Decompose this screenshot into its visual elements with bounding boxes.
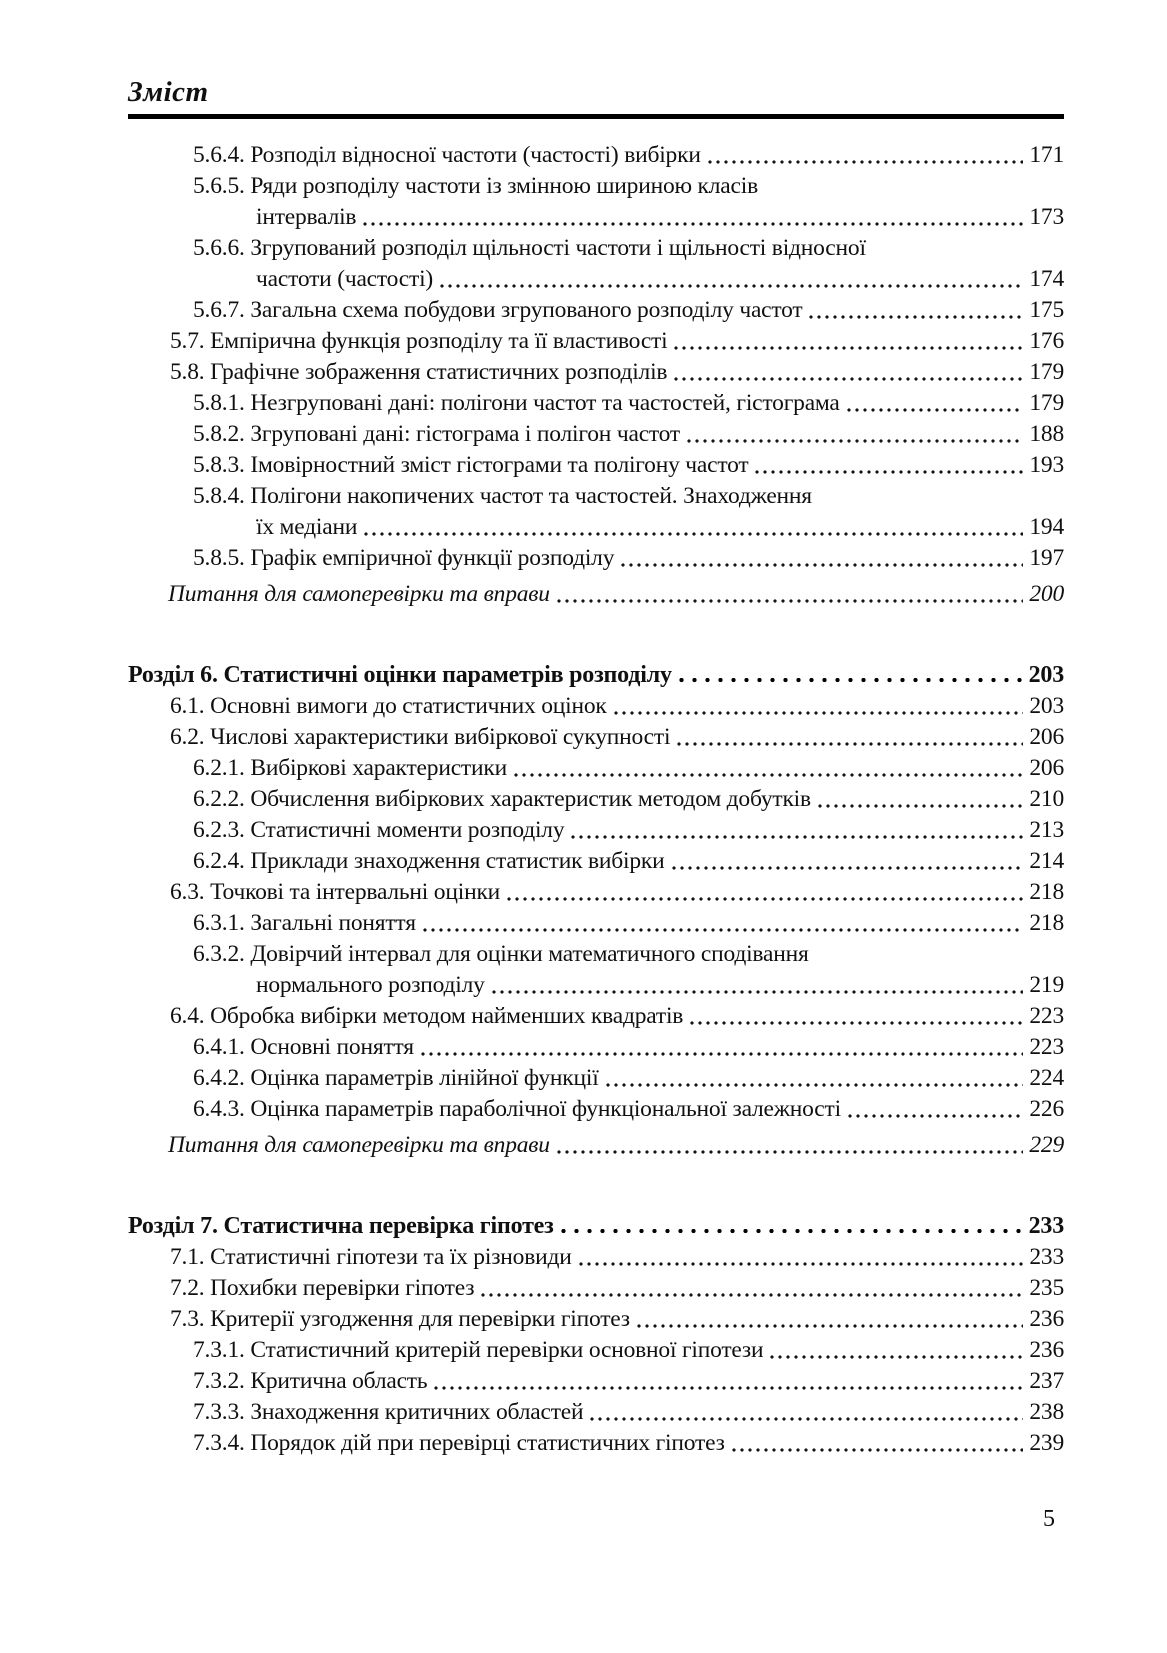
toc-entry (128, 1428, 1064, 1459)
toc-entry (128, 815, 1064, 846)
toc-entry-text: 5.8.3. Імовірностний зміст гістограми та полігону частот (193, 452, 749, 478)
toc-entry-text: 5.6.4. Розподіл відносної частоти (частості) вибірки (193, 142, 701, 168)
toc-page-number: 229 (1029, 1132, 1064, 1158)
toc-entry-continuation (128, 970, 1064, 1001)
toc-entry (128, 1397, 1064, 1428)
toc-entry-text: інтервалів (256, 204, 357, 230)
toc-entry (128, 171, 1064, 202)
toc-entry-continuation (128, 512, 1064, 543)
dot-leader (356, 202, 1026, 233)
dot-leader (811, 784, 1026, 815)
toc-page-number: 179 (1029, 359, 1064, 385)
toc-page-number: 237 (1029, 1368, 1064, 1394)
dot-leader (802, 295, 1026, 326)
toc-entry (128, 877, 1064, 908)
toc-entry (128, 784, 1064, 815)
toc-page-number: 206 (1029, 724, 1064, 750)
toc-entry (128, 691, 1064, 722)
toc-entry (128, 295, 1064, 326)
toc-entry-text: 7.2. Похибки перевірки гіпотез (170, 1275, 475, 1301)
toc-entry (128, 846, 1064, 877)
dot-leader (840, 388, 1027, 419)
toc-page-number: 171 (1029, 142, 1064, 168)
dot-leader (672, 660, 1026, 691)
toc-page-number: 218 (1029, 910, 1064, 936)
toc-page-number: 206 (1029, 755, 1064, 781)
toc-entry (128, 1366, 1064, 1397)
toc-entry-text: 6.3. Точкові та інтервальні оцінки (170, 879, 501, 905)
dot-leader (667, 326, 1026, 357)
dot-leader (433, 264, 1026, 295)
dot-leader (507, 753, 1026, 784)
toc-entry-text: 7.3.1. Статистичний критерій перевірки основної гіпотези (193, 1337, 764, 1363)
toc-page-number: 193 (1029, 452, 1064, 478)
toc-entry-text: 6.2.4. Приклади знаходження статистик вибірки (193, 848, 665, 874)
toc-entry-text: 7.3.4. Порядок дій при перевірці статистичних гіпотез (193, 1430, 725, 1456)
toc-page-number: 238 (1029, 1399, 1064, 1425)
toc-entry-text: 6.4.3. Оцінка параметрів параболічної функціональної залежності (193, 1096, 841, 1122)
toc-entry (128, 579, 1064, 610)
toc-page-number: 174 (1029, 266, 1064, 292)
toc-entry (128, 1335, 1064, 1366)
toc-entry-text: 5.6.6. Згрупований розподіл щільності частоти і щільності відносної (193, 235, 866, 261)
dot-leader (667, 357, 1026, 388)
toc-page-number: 203 (1028, 662, 1064, 688)
toc-entry (128, 939, 1064, 970)
dot-leader (572, 1242, 1027, 1273)
toc-page-number: 197 (1029, 545, 1064, 571)
toc-entry (128, 1094, 1064, 1125)
toc-entry-text: 6.3.2. Довірчий інтервал для оцінки математичного сподівання (193, 941, 809, 967)
toc-entry-text: 7.3.2. Критична область (193, 1368, 428, 1394)
toc-entry (128, 1063, 1064, 1094)
toc-page-number: 223 (1029, 1034, 1064, 1060)
toc-page-number: 236 (1029, 1306, 1064, 1332)
toc-entry (128, 1242, 1064, 1273)
dot-leader (427, 1366, 1026, 1397)
toc-entry-continuation (128, 264, 1064, 295)
dot-leader (564, 815, 1026, 846)
toc-entry (128, 1211, 1064, 1242)
toc-page-number: 214 (1029, 848, 1064, 874)
dot-leader (583, 1397, 1026, 1428)
dot-leader (357, 512, 1026, 543)
dot-leader (550, 579, 1027, 610)
dot-leader (683, 1001, 1026, 1032)
toc-page-number: 235 (1029, 1275, 1064, 1301)
toc-entry (128, 543, 1064, 574)
toc-entry-text: 6.2.3. Статистичні моменти розподілу (193, 817, 565, 843)
table-of-contents (128, 140, 1064, 1459)
dot-leader (680, 419, 1026, 450)
toc-entry (128, 1032, 1064, 1063)
toc-page-number: 173 (1029, 204, 1064, 230)
dot-leader (416, 908, 1027, 939)
toc-entry-text: 6.2.1. Вибіркові характеристики (193, 755, 507, 781)
toc-entry-text: 6.4.1. Основні поняття (193, 1034, 414, 1060)
toc-page-number: 210 (1029, 786, 1064, 812)
dot-leader (414, 1032, 1026, 1063)
toc-entry-text: 5.8. Графічне зображення статистичних розподілів (170, 359, 668, 385)
toc-entry-text: Питання для самоперевірки та вправи (168, 581, 550, 607)
toc-entry (128, 660, 1064, 691)
toc-entry (128, 753, 1064, 784)
toc-entry-text: 6.4.2. Оцінка параметрів лінійної функції (193, 1065, 599, 1091)
toc-entry (128, 357, 1064, 388)
dot-leader (554, 1211, 1026, 1242)
toc-entry-text: 5.8.4. Полігони накопичених частот та частостей. Знаходження (193, 483, 812, 509)
toc-entry (128, 388, 1064, 419)
toc-page-number: 203 (1029, 693, 1064, 719)
dot-leader (550, 1130, 1027, 1161)
toc-entry-continuation (128, 202, 1064, 233)
toc-page-number: 188 (1029, 421, 1064, 447)
toc-entry (128, 326, 1064, 357)
toc-entry-text: частоти (частості) (256, 266, 434, 292)
footer-page-number: 5 (1043, 1506, 1055, 1532)
toc-page-number: 223 (1029, 1003, 1064, 1029)
dot-leader (725, 1428, 1027, 1459)
toc-page-number: 226 (1029, 1096, 1064, 1122)
toc-page-number: 194 (1029, 514, 1064, 540)
toc-entry (128, 233, 1064, 264)
toc-entry-text: 6.1. Основні вимоги до статистичних оцінок (170, 693, 607, 719)
toc-entry (128, 908, 1064, 939)
toc-entry-text: Розділ 6. Статистичні оцінки параметрів розподілу (128, 662, 672, 688)
toc-page-number: 213 (1029, 817, 1064, 843)
toc-entry-text: 5.6.7. Загальна схема побудови згрупованого розподілу частот (193, 297, 803, 323)
toc-page-number: 219 (1029, 972, 1064, 998)
toc-entry (128, 1130, 1064, 1161)
toc-entry-text: 5.8.1. Незгруповані дані: полігони частот та частостей, гістограма (193, 390, 840, 416)
dot-leader (670, 722, 1026, 753)
toc-entry-text: 5.8.5. Графік емпіричної функції розподілу (193, 545, 615, 571)
dot-leader (763, 1335, 1026, 1366)
toc-entry (128, 419, 1064, 450)
toc-entry (128, 140, 1064, 171)
toc-page-number: 233 (1029, 1244, 1064, 1270)
page-content (128, 76, 1064, 1459)
toc-page-number: 233 (1028, 1213, 1064, 1239)
toc-entry (128, 722, 1064, 753)
toc-page-number: 236 (1029, 1337, 1064, 1363)
dot-leader (841, 1094, 1026, 1125)
toc-entry-text: 6.2.2. Обчислення вибіркових характеристик методом добутків (193, 786, 811, 812)
dot-leader (474, 1273, 1026, 1304)
toc-entry (128, 1001, 1064, 1032)
dot-leader (748, 450, 1026, 481)
toc-page-number: 179 (1029, 390, 1064, 416)
toc-entry (128, 481, 1064, 512)
toc-entry-text: 5.8.2. Згруповані дані: гістограма і полігон частот (193, 421, 680, 447)
toc-entry-text: Розділ 7. Статистична перевірка гіпотез (128, 1213, 554, 1239)
dot-leader (607, 691, 1027, 722)
page-title: Зміст (128, 76, 209, 108)
dot-leader (500, 877, 1026, 908)
toc-entry-text: Питання для самоперевірки та вправи (168, 1132, 550, 1158)
toc-entry-text: нормального розподілу (256, 972, 485, 998)
toc-page-number: 224 (1029, 1065, 1064, 1091)
toc-entry-text: 7.3.3. Знаходження критичних областей (193, 1399, 584, 1425)
dot-leader (614, 543, 1026, 574)
toc-entry-text: 7.1. Статистичні гіпотези та їх різновиди (170, 1244, 572, 1270)
toc-entry (128, 1273, 1064, 1304)
toc-entry-text: 6.4. Обробка вибірки методом найменших квадратів (170, 1003, 684, 1029)
dot-leader (630, 1304, 1026, 1335)
toc-entry-text: 6.2. Числові характеристики вибіркової сукупності (170, 724, 671, 750)
toc-page-number: 218 (1029, 879, 1064, 905)
toc-entry-text: їх медіани (256, 514, 358, 540)
toc-entry-text: 7.3. Критерії узгодження для перевірки гіпотез (170, 1306, 630, 1332)
header-divider (128, 114, 1064, 119)
toc-page-number: 200 (1029, 581, 1064, 607)
dot-leader (665, 846, 1027, 877)
toc-entry (128, 1304, 1064, 1335)
toc-entry-text: 5.7. Емпірична функція розподілу та її властивості (170, 328, 668, 354)
toc-page-number: 175 (1029, 297, 1064, 323)
toc-page-number: 176 (1029, 328, 1064, 354)
dot-leader (485, 970, 1027, 1001)
dot-leader (599, 1063, 1027, 1094)
toc-entry-text: 5.6.5. Ряди розподілу частоти із змінною шириною класів (193, 173, 758, 199)
toc-entry-text: 6.3.1. Загальні поняття (193, 910, 416, 936)
dot-leader (701, 140, 1027, 171)
toc-page-number: 239 (1029, 1430, 1064, 1456)
toc-entry (128, 450, 1064, 481)
